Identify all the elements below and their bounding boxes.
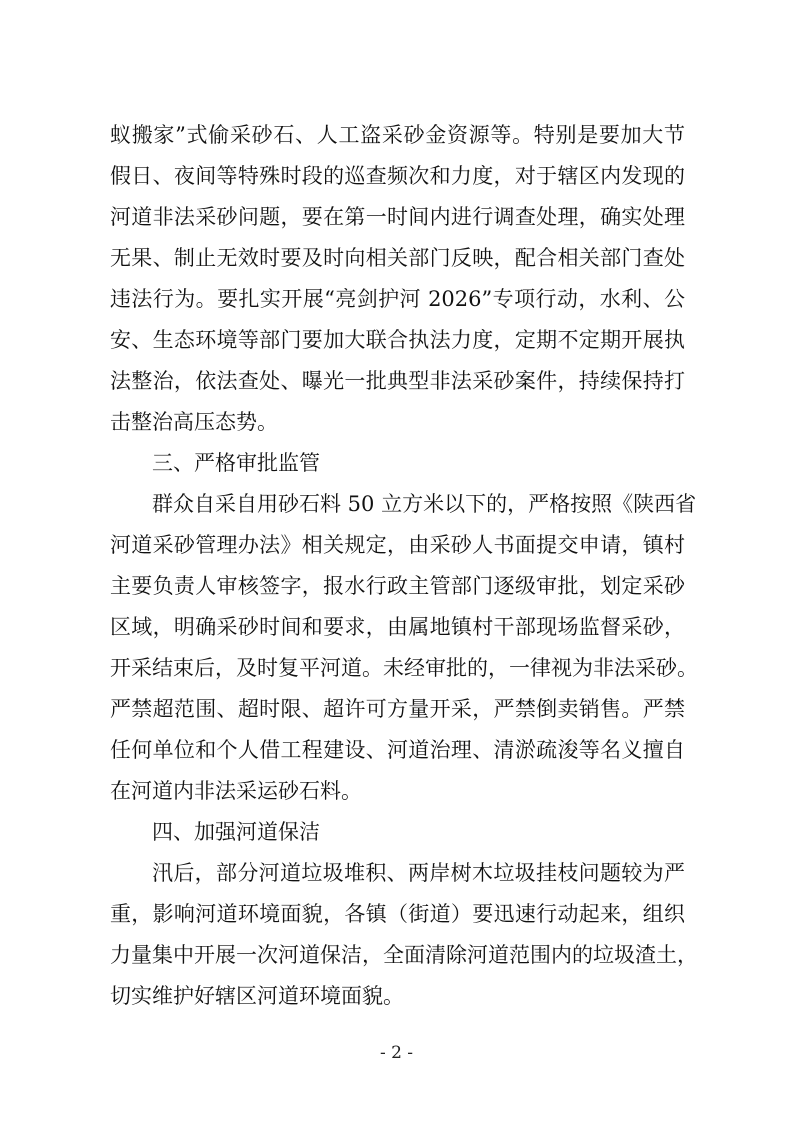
paragraph-line: 切实维护好辖区河道环境面貌。 xyxy=(110,984,404,1008)
paragraph-line: 区域，明确采砂时间和要求，由属地镇村干部现场监督采砂， xyxy=(110,615,685,639)
paragraph-line: 群众自采自用砂石料 50 立方米以下的，严格按照《陕西省 xyxy=(152,492,697,516)
paragraph-line: 主要负责人审核签字，报水行政主管部门逐级审批，划定采砂 xyxy=(110,574,685,598)
paragraph-line: 安、生态环境等部门要加大联合执法力度，定期不定期开展执 xyxy=(110,328,685,352)
section-heading: 三、严格审批监管 xyxy=(152,451,320,475)
page-number: - 2 - xyxy=(379,1043,414,1063)
paragraph-line: 任何单位和个人借工程建设、河道治理、清淤疏浚等名义擅自 xyxy=(110,738,685,762)
paragraph-line: 河道非法采砂问题，要在第一时间内进行调查处理，确实处理 xyxy=(110,205,685,229)
paragraph-line: 河道采砂管理办法》相关规定，由采砂人书面提交申请，镇村 xyxy=(110,533,685,557)
paragraph-line: 在河道内非法采运砂石料。 xyxy=(110,779,362,803)
paragraph-line: 击整治高压态势。 xyxy=(110,410,278,434)
paragraph-line: 汛后，部分河道垃圾堆积、两岸树木垃圾挂枝问题较为严 xyxy=(152,861,685,885)
paragraph-line: 无果、制止无效时要及时向相关部门反映，配合相关部门查处 xyxy=(110,246,685,270)
paragraph-line: 蚁搬家”式偷采砂石、人工盗采砂金资源等。特别是要加大节 xyxy=(110,123,685,147)
paragraph-line: 重，影响河道环境面貌，各镇（街道）要迅速行动起来，组织 xyxy=(110,902,685,926)
paragraph-line: 开采结束后，及时复平河道。未经审批的，一律视为非法采砂。 xyxy=(110,656,698,680)
paragraph-line: 力量集中开展一次河道保洁，全面清除河道范围内的垃圾渣土， xyxy=(110,943,698,967)
paragraph-line: 假日、夜间等特殊时段的巡查频次和力度，对于辖区内发现的 xyxy=(110,164,685,188)
paragraph-line: 严禁超范围、超时限、超许可方量开采，严禁倒卖销售。严禁 xyxy=(110,697,685,721)
section-heading: 四、加强河道保洁 xyxy=(152,820,320,844)
paragraph-line: 法整治，依法查处、曝光一批典型非法采砂案件，持续保持打 xyxy=(110,369,685,393)
paragraph-line: 违法行为。要扎实开展“亮剑护河 2026”专项行动，水利、公 xyxy=(110,287,685,311)
